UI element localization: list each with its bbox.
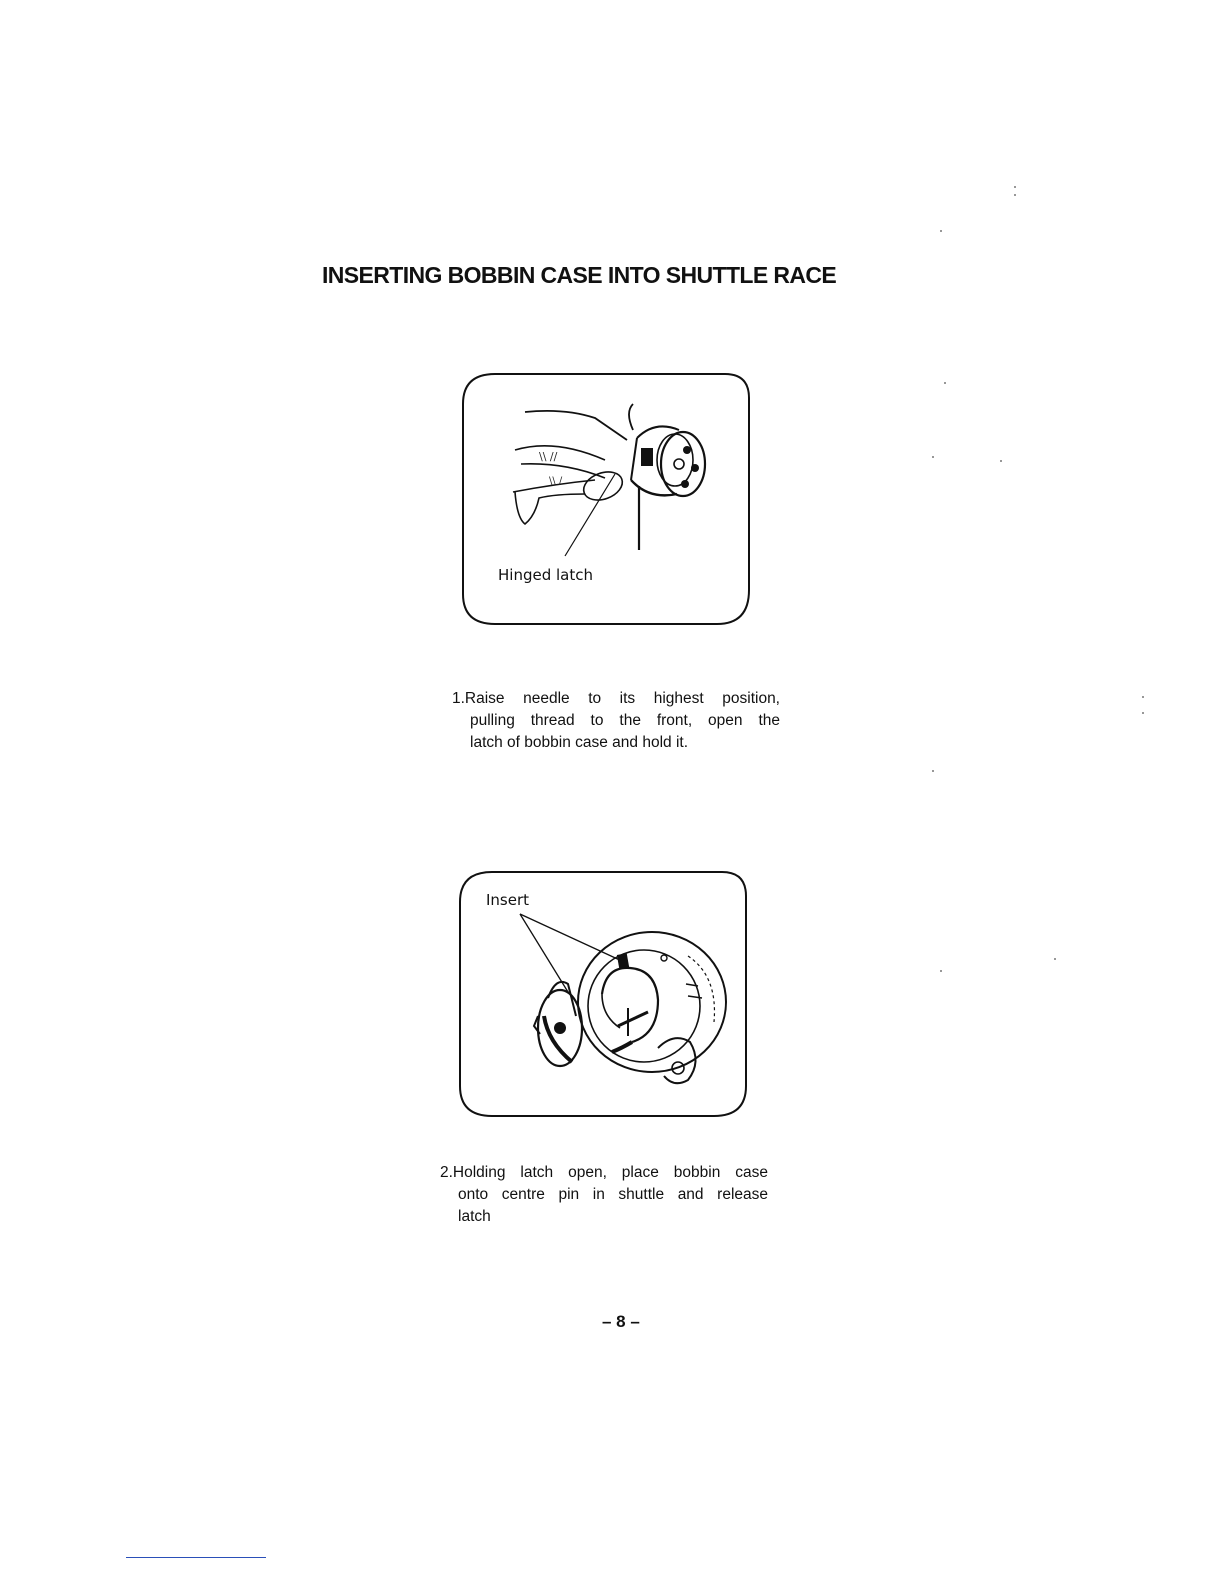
page-title: INSERTING BOBBIN CASE INTO SHUTTLE RACE xyxy=(322,262,837,288)
bobbin-case-hand-illustration xyxy=(455,368,755,630)
step2-line: 2.Holding latch open, place bobbin case xyxy=(440,1164,768,1181)
scan-speck xyxy=(1142,696,1144,698)
scan-speck xyxy=(1142,712,1144,714)
scan-speck xyxy=(940,970,942,972)
scan-speck xyxy=(940,230,942,232)
step1-line: pulling thread to the front, open the xyxy=(470,712,780,729)
page-number: – 8 – xyxy=(602,1312,640,1331)
shuttle-race-illustration xyxy=(452,866,752,1120)
scan-speck xyxy=(932,456,934,458)
step2-instructions xyxy=(440,1162,768,1228)
figure1-label: Hinged latch xyxy=(498,566,593,584)
svg-text:\\ //: \\ // xyxy=(539,450,558,463)
step1-line: 1.Raise needle to its highest position, xyxy=(452,690,780,707)
step2-line: latch xyxy=(458,1208,491,1225)
figure2-label: Insert xyxy=(486,891,530,909)
scan-speck xyxy=(932,770,934,772)
scan-speck xyxy=(944,382,946,384)
step1-instructions xyxy=(452,688,780,754)
figure-hinged-latch xyxy=(455,368,755,630)
figure-insert xyxy=(452,866,752,1120)
scan-speck xyxy=(1054,958,1056,960)
scan-speck xyxy=(1014,194,1016,196)
step1-line: latch of bobbin case and hold it. xyxy=(470,734,689,751)
bottom-rule xyxy=(126,1557,266,1558)
step2-line: onto centre pin in shuttle and release xyxy=(458,1186,768,1203)
scan-speck xyxy=(1014,186,1016,188)
scan-speck xyxy=(1000,460,1002,462)
svg-text:\\ /: \\ / xyxy=(549,476,563,487)
